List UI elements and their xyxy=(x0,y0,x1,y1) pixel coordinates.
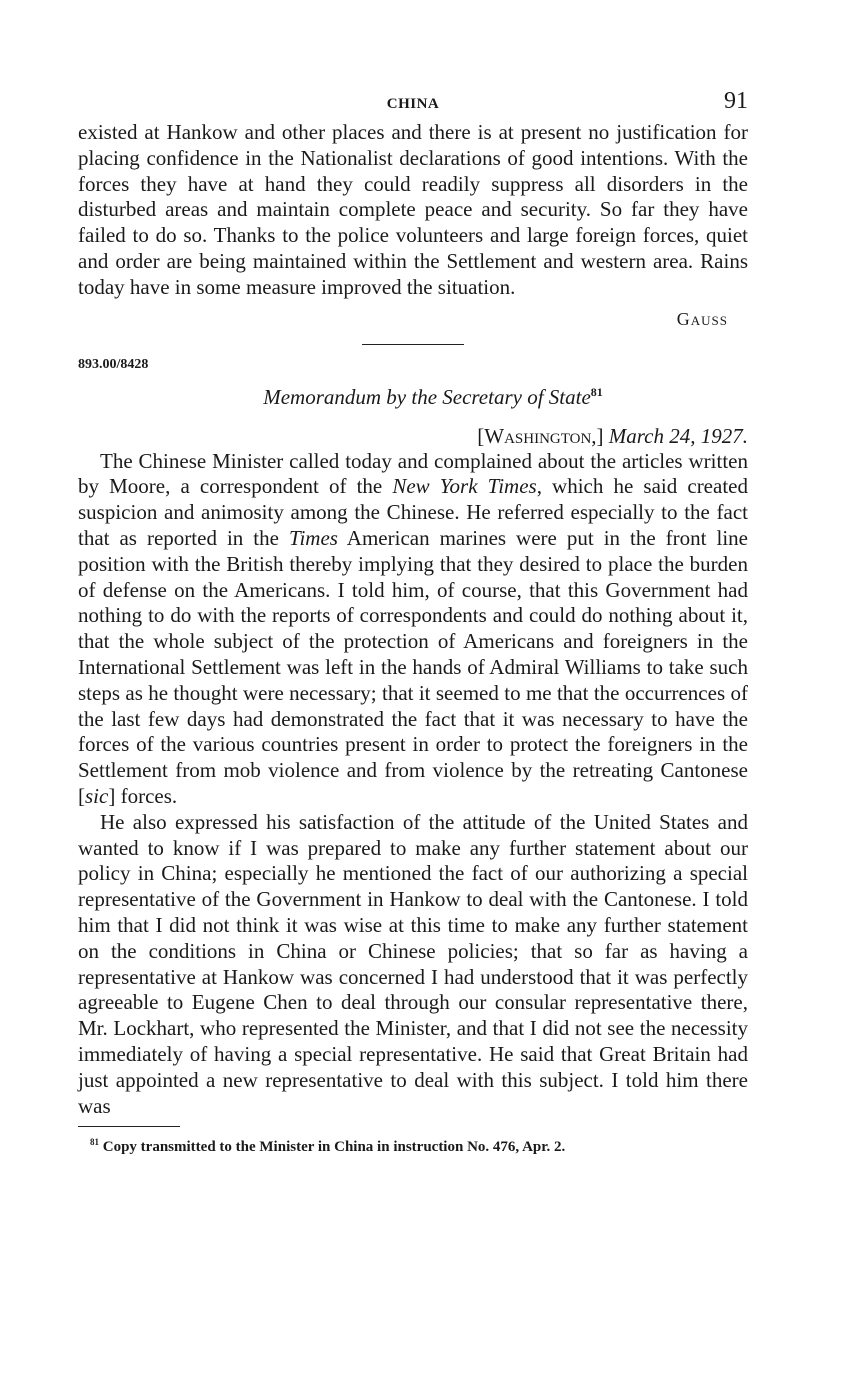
paragraph-1-text-b: , which he said created suspicion and animosity among the Chinese. He referred especially to the fact that as reported in the xyxy=(78,474,748,550)
footnote-text: Copy transmitted to the Minister in China in instruction No. 476, Apr. 2. xyxy=(102,1139,566,1156)
footnote-marker: 81 xyxy=(90,1137,99,1148)
signature: Gauss xyxy=(676,308,728,329)
section-divider xyxy=(362,344,464,345)
page-number: 91 xyxy=(724,88,748,114)
sic-bracket-open: [ xyxy=(78,783,85,808)
footnote xyxy=(78,1137,748,1156)
dateline xyxy=(78,424,748,449)
paragraph-1-text-a: The Chinese Minister called today and complained about the articles written by Moore, a correspondent of the xyxy=(78,448,748,499)
document-title xyxy=(78,385,748,410)
newspaper-short-name: Times xyxy=(288,525,338,550)
continued-paragraph: existed at Hankow and other places and there is at present no justification for placing confidence in the Nationalist declarations of good intentions. With the forces they have at hand they could readily suppress all disorders in the disturbed areas and maintain complete peace and security. So far they have failed to do so. Thanks to the police volunteers and large foreign forces, quiet and order are being maintained within the Settlement and western area. Rains today have in some measure improved the situation. xyxy=(78,120,748,299)
sic-note: sic xyxy=(85,783,109,808)
running-head xyxy=(78,88,748,120)
sic-bracket-close: ] xyxy=(108,783,116,808)
memorandum-paragraph-1 xyxy=(78,449,748,810)
file-number: 893.00/8428 xyxy=(78,356,149,372)
footnote-reference[interactable]: 81 xyxy=(590,384,603,399)
memorandum-paragraph-2: He also expressed his satisfaction of the attitude of the United States and wanted to know if I was prepared to make any further statement about our policy in China; especially he mentioned the fact of our authorizing a special representative of the Government in Hankow to deal with the Cantonese. I told him that I did not think it was wise at this time to make any further statement on the conditions in China or Chinese policies; that so far as having a representative at Hankow was concerned I had understood that it was perfectly agreeable to Eugene Chen to deal through our consular representative there, Mr. Lockhart, who represented the Minister, and that I did not see the necessity immediately of having a special representative. He said that Great Britain had just appointed a new representative to deal with this subject. I told him there was xyxy=(78,809,748,1118)
document-page xyxy=(78,88,748,1156)
document-title-text: Memorandum by the Secretary of State xyxy=(263,384,591,409)
dateline-date: March 24, 1927. xyxy=(608,423,748,448)
paragraph-1-text-c: American marines were put in the front line position with the British thereby implying that they desired to place the burden of defense on the Americans. I told him, of course, that this Government had nothing to do with the reports of correspondents and could do nothing about it, that the whole subject of the protection of Americans and foreigners in the International Settlement was left in the hands of Admiral Williams to take such steps as he thought were necessary; that it seemed to me that the occurrences of the last few days had demonstrated the fact that it was necessary to have the forces of the various countries present in order to protect the foreigners in the Settlement from mob violence and from violence by the retreating Cantonese xyxy=(78,525,748,783)
dateline-place: [Washington,] xyxy=(477,423,604,448)
paragraph-1-text-d: forces. xyxy=(115,783,178,808)
footnote-divider xyxy=(78,1126,180,1127)
newspaper-name: New York Times xyxy=(392,474,537,499)
running-title: CHINA xyxy=(386,96,440,112)
